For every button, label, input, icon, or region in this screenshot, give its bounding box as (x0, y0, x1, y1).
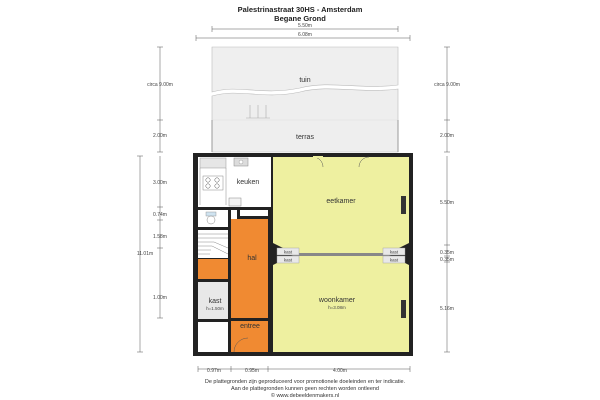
dim-left-terrace: 2.00m (153, 133, 167, 139)
dim-bottom-b: 0.95m (245, 368, 259, 374)
dim-inner-width: 5.50m (298, 23, 312, 29)
dim-left-kitchen: 3.00m (153, 180, 167, 186)
dim-bottom-a: 0.97m (207, 368, 221, 374)
room-entree-label: entree (240, 323, 260, 330)
room-keuken-label: keuken (236, 179, 260, 186)
kast-r4-label: kast (389, 257, 399, 263)
dim-bottom-c: 4.00m (333, 368, 347, 374)
dim-left-d3: 1.00m (153, 295, 167, 301)
dim-left-garden: circa 9.00m (147, 82, 173, 88)
dim-right-woonkamer: 5.16m (440, 306, 454, 312)
room-eetkamer (273, 157, 409, 253)
right-dimensions (434, 47, 460, 352)
room-terras-label: terras (296, 134, 314, 141)
room-woonkamer-height: h=3.08m (328, 305, 346, 310)
room-kast-height: h=1.50m (206, 306, 224, 311)
kast-r3-label: kast (389, 249, 399, 255)
dim-right-d1: 0.35m (440, 250, 454, 256)
garden-area (212, 47, 398, 92)
footer-disclaimer-1: De plattegronden zijn geproduceerd voor promotionele doeleinden en ter indicatie. (204, 379, 406, 385)
footer-copyright: © www.debeeldenmakers.nl (270, 393, 340, 399)
left-dimensions (137, 47, 173, 352)
room-kast-label: kast (208, 298, 222, 305)
dim-right-eetkamer: 5.50m (440, 200, 454, 206)
plan-floor-name: Begane Grond (274, 14, 326, 23)
bottom-dimensions (198, 366, 410, 374)
dim-right-garden: circa 9.00m (434, 82, 460, 88)
top-dimensions (196, 23, 410, 41)
plan-address: Palestrinastraat 30HS - Amsterdam (237, 5, 363, 14)
footer-disclaimer-2: Aan de plattegronden kunnen geen rechten worden ontleend (230, 386, 380, 392)
dim-left-total: 11.01m (136, 251, 154, 257)
dim-right-d2: 0.35m (440, 257, 454, 263)
room-woonkamer (273, 256, 409, 352)
kast-r1-label: kast (283, 249, 293, 255)
dim-left-d1: 0.74m (153, 212, 167, 218)
terrace-area (212, 89, 398, 152)
room-tuin-label: tuin (299, 77, 311, 84)
dim-left-d2: 1.58m (153, 234, 167, 240)
room-eetkamer-label: eetkamer (326, 198, 356, 205)
dim-right-terrace: 2.00m (440, 133, 454, 139)
kast-r2-label: kast (283, 257, 293, 263)
dim-outer-width: 6.08m (298, 32, 312, 38)
room-hal-label: hal (247, 255, 257, 262)
room-hal (231, 219, 268, 318)
room-woonkamer-label: woonkamer (318, 297, 356, 304)
